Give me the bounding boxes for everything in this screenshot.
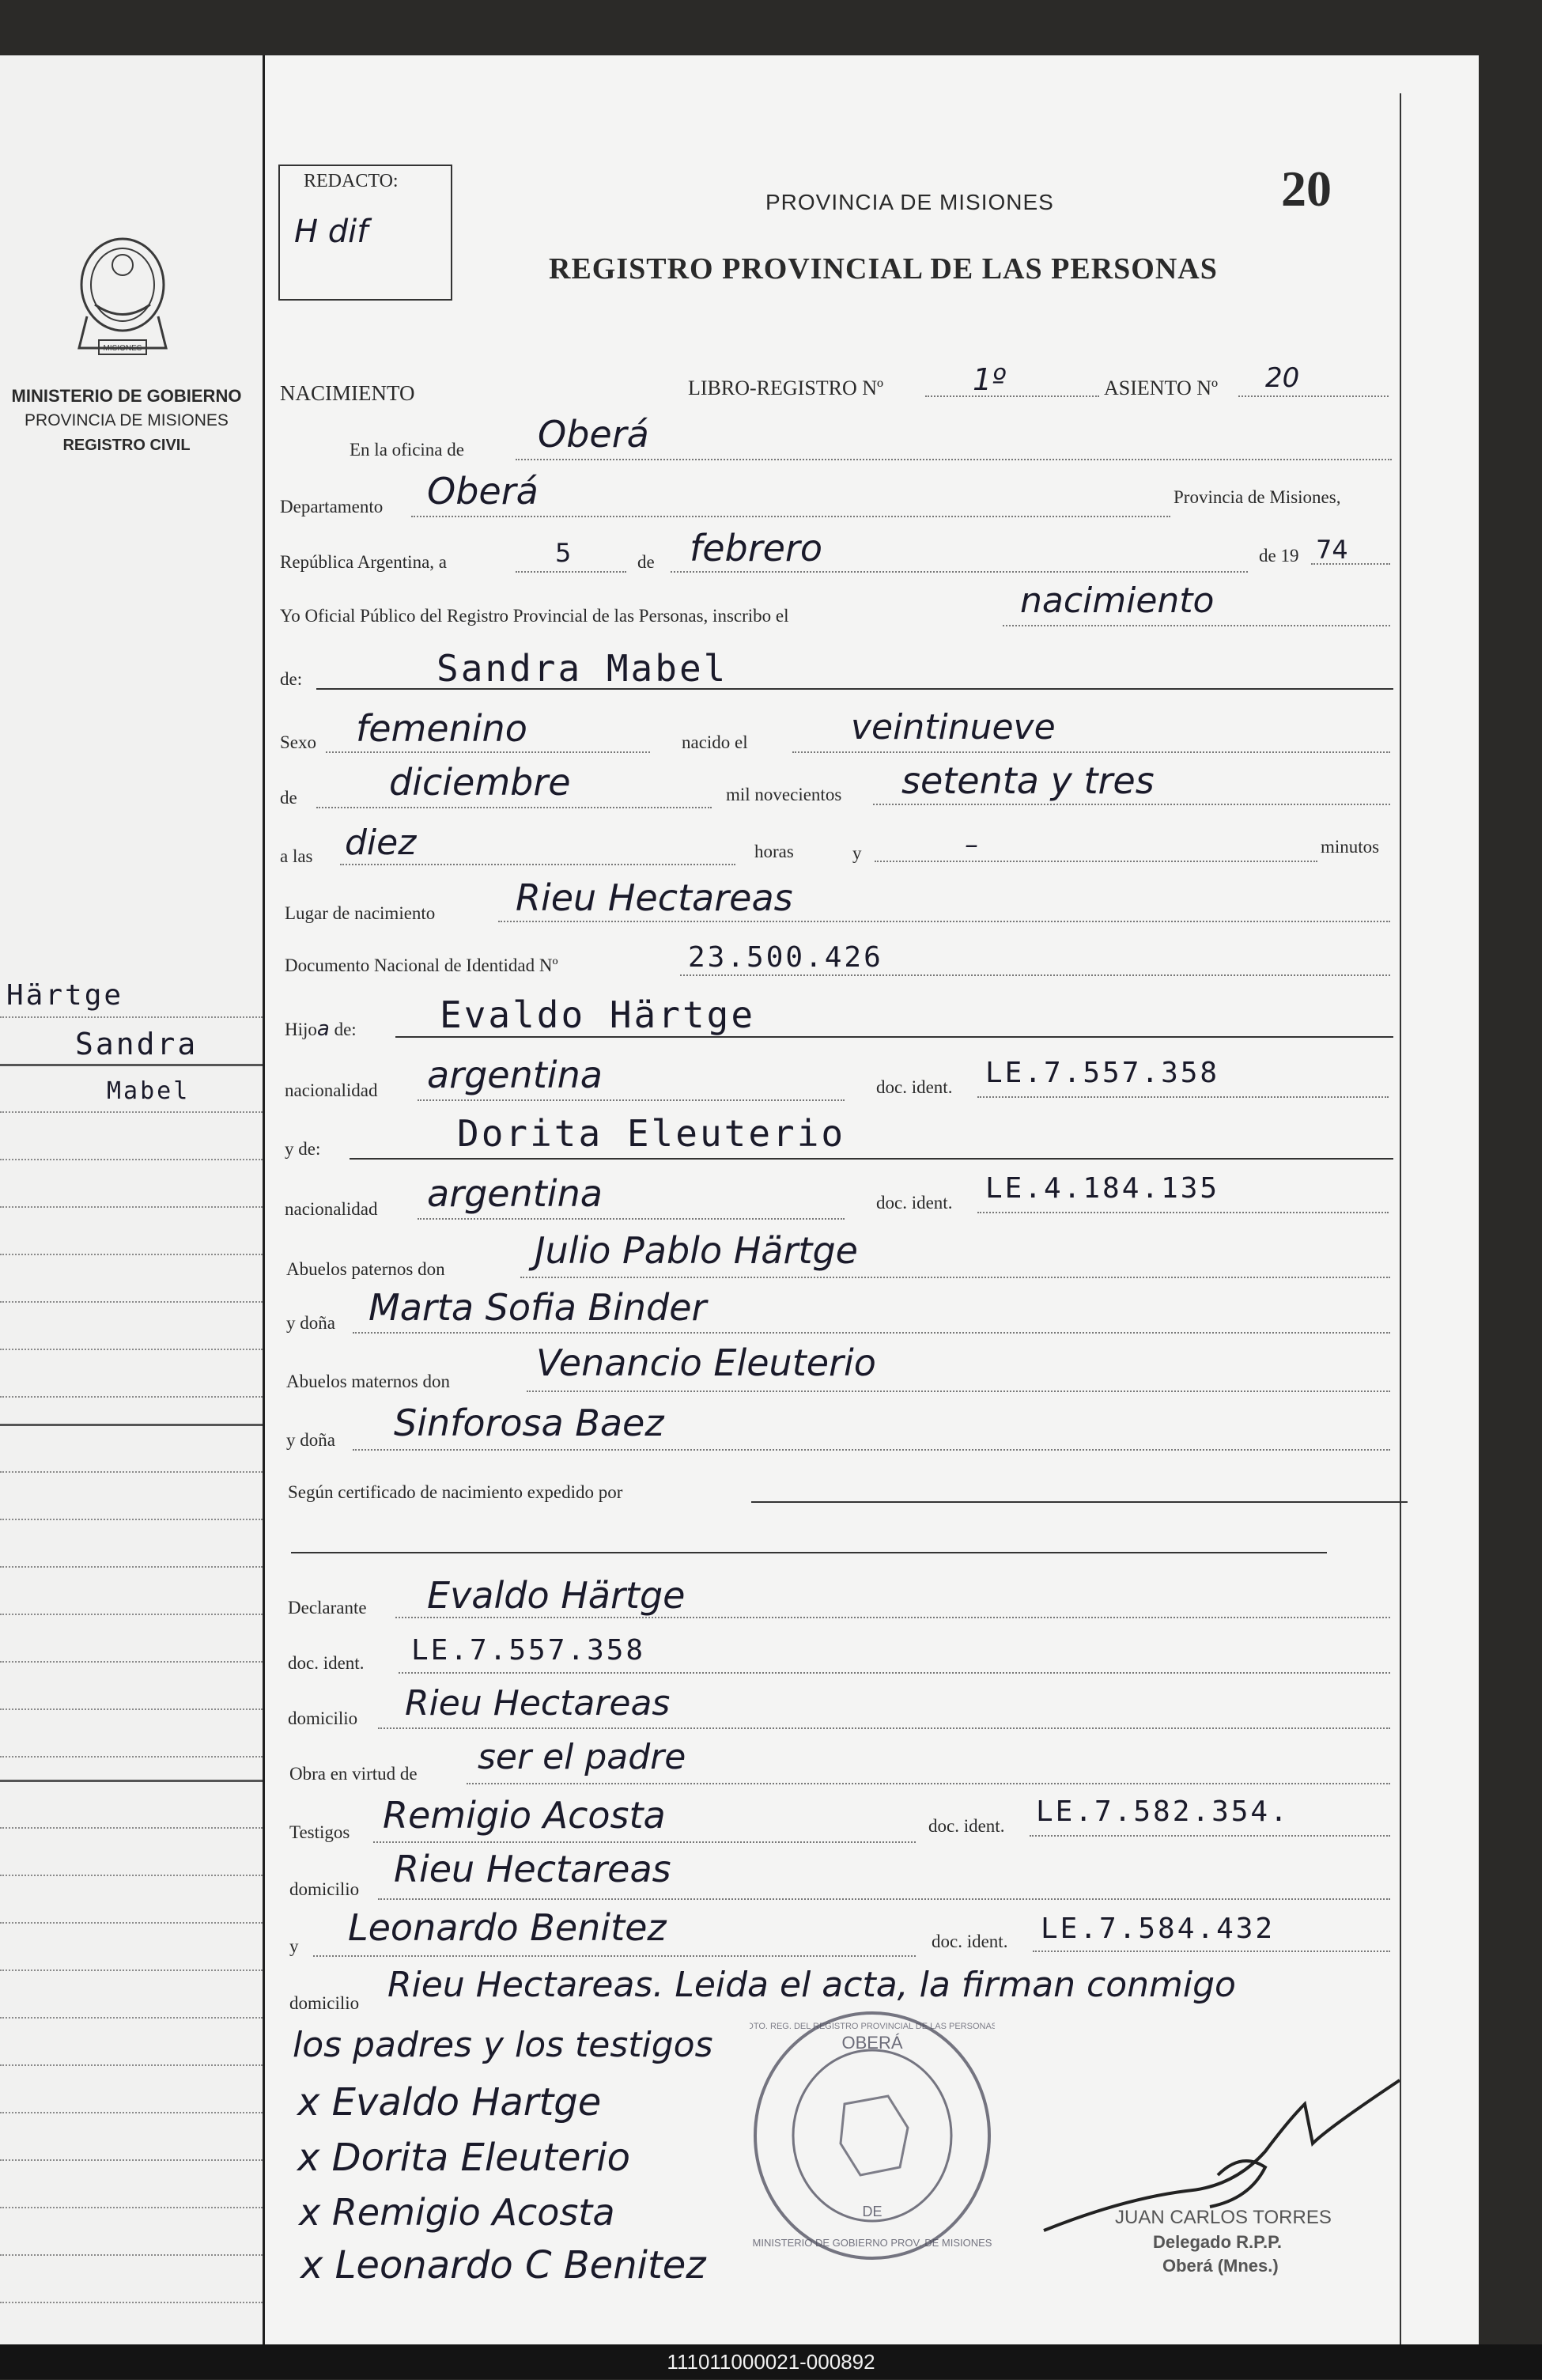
left-ruled-line bbox=[0, 1159, 263, 1160]
republica-label: República Argentina, a bbox=[280, 552, 447, 572]
margin-middle-name: Mabel bbox=[107, 1077, 191, 1105]
madre-nac-label: nacionalidad bbox=[285, 1199, 378, 1219]
left-ruled-line bbox=[0, 1922, 263, 1924]
ab-mat-don-line bbox=[527, 1391, 1390, 1392]
ab-pat-don-line bbox=[520, 1277, 1390, 1278]
left-ruled-line bbox=[0, 1471, 263, 1473]
left-ruled-line bbox=[0, 1349, 263, 1350]
minutos-value: – bbox=[965, 829, 978, 861]
padre-nac-label: nacionalidad bbox=[285, 1080, 378, 1100]
closing-text: los padres y los testigos bbox=[293, 2025, 713, 2065]
declarante-domicilio-label: domicilio bbox=[288, 1708, 358, 1728]
left-ruled-line bbox=[0, 2254, 263, 2256]
hijo-label bbox=[285, 1017, 357, 1041]
month-line bbox=[671, 571, 1248, 573]
libro-line bbox=[925, 395, 1099, 397]
left-ruled-line bbox=[0, 1206, 263, 1208]
hora-line bbox=[340, 864, 735, 865]
minutos-line bbox=[875, 861, 1317, 862]
nacimiento-label: NACIMIENTO bbox=[280, 381, 415, 405]
declarante-doc-label: doc. ident. bbox=[288, 1653, 365, 1673]
madre-doc-value: LE.4.184.135 bbox=[985, 1172, 1220, 1205]
month-de-label: de bbox=[637, 552, 655, 572]
padre-line bbox=[395, 1036, 1393, 1038]
nacido-line bbox=[792, 751, 1390, 753]
testigo2-doc-value: LE.7.584.432 bbox=[1041, 1913, 1276, 1945]
departamento-label: Departamento bbox=[280, 497, 384, 516]
madre-nac-value: argentina bbox=[427, 1172, 603, 1215]
margin-surname: Härtge bbox=[6, 979, 124, 1012]
oficina-label: En la oficina de bbox=[350, 440, 464, 460]
signature-witness2: x Leonardo C Benitez bbox=[300, 2243, 706, 2287]
year-value: 74 bbox=[1316, 535, 1348, 565]
asiento-value: 20 bbox=[1265, 362, 1300, 394]
left-ruled-line bbox=[0, 1566, 263, 1568]
testigo1-value: Remigio Acosta bbox=[383, 1794, 666, 1837]
de-name-label: de: bbox=[280, 669, 303, 689]
declarante-domicilio-value: Rieu Hectareas bbox=[405, 1683, 671, 1724]
left-ruled-line bbox=[0, 1614, 263, 1615]
oficial-text: Yo Oficial Público del Registro Provincial de las Personas, inscribo el bbox=[280, 606, 789, 626]
dni-value: 23.500.426 bbox=[688, 941, 883, 974]
year-label: de 19 bbox=[1259, 546, 1299, 566]
abuelos-paternos-label: Abuelos paternos don bbox=[286, 1259, 445, 1279]
sexo-value: femenino bbox=[356, 707, 527, 750]
redacto-label: REDACTO: bbox=[304, 171, 399, 191]
left-ruled-line bbox=[0, 1875, 263, 1876]
padre-doc-label: doc. ident. bbox=[876, 1077, 953, 1097]
province-header: PROVINCIA DE MISIONES bbox=[765, 190, 1054, 214]
left-ruled-line bbox=[0, 2064, 263, 2066]
padre-nac-value: argentina bbox=[427, 1054, 603, 1096]
registry-stamp bbox=[750, 2009, 995, 2262]
hora-value: diez bbox=[345, 823, 417, 863]
obra-label: Obra en virtud de bbox=[289, 1764, 418, 1784]
declarante-value: Evaldo Härtge bbox=[427, 1574, 686, 1617]
madre-doc-label: doc. ident. bbox=[876, 1193, 953, 1213]
dona-materna-label: y doña bbox=[286, 1430, 335, 1450]
left-ruled-line bbox=[0, 1111, 263, 1113]
svg-text:MISIONES: MISIONES bbox=[103, 344, 142, 353]
day-line bbox=[516, 571, 626, 573]
redacto-value: H dif bbox=[294, 214, 368, 250]
declarante-label: Declarante bbox=[288, 1598, 367, 1618]
official-title: Delegado R.P.P. bbox=[1153, 2232, 1283, 2252]
lugar-value: Rieu Hectareas bbox=[516, 876, 793, 919]
abuela-materna-value: Sinforosa Baez bbox=[394, 1402, 664, 1444]
dona-paterna-label: y doña bbox=[286, 1313, 335, 1333]
padre-doc-value: LE.7.557.358 bbox=[985, 1057, 1220, 1089]
lugar-line bbox=[498, 921, 1390, 922]
padre-nac-line bbox=[418, 1099, 845, 1101]
departamento-line bbox=[411, 516, 1170, 517]
testigo2-line bbox=[313, 1955, 916, 1957]
signature-witness1: x Remigio Acosta bbox=[299, 2191, 615, 2234]
abuelos-maternos-label: Abuelos maternos don bbox=[286, 1372, 450, 1391]
mes-line bbox=[316, 807, 712, 808]
left-ruled-line bbox=[0, 1708, 263, 1710]
oficina-line bbox=[516, 459, 1392, 460]
segun-line-2 bbox=[291, 1552, 1327, 1553]
stamp-center-text: DE bbox=[862, 2204, 882, 2219]
testigos-label: Testigos bbox=[289, 1822, 350, 1842]
nacido-label: nacido el bbox=[682, 732, 748, 752]
obra-line bbox=[467, 1783, 1390, 1784]
left-ruled-line bbox=[0, 1424, 263, 1426]
padre-doc-line bbox=[977, 1096, 1389, 1098]
left-ruled-line bbox=[0, 1780, 263, 1782]
testigo2-doc-line bbox=[1033, 1951, 1390, 1952]
nacido-value: veintinueve bbox=[851, 707, 1056, 747]
madre-nac-line bbox=[418, 1218, 845, 1220]
declarante-doc-line bbox=[399, 1672, 1390, 1674]
signature-mother: x Dorita Eleuterio bbox=[297, 2136, 630, 2180]
mes-value: diciembre bbox=[389, 761, 571, 804]
left-ruled-line bbox=[0, 1519, 263, 1520]
dni-label: Documento Nacional de Identidad Nº bbox=[285, 955, 558, 975]
stamp-outer-text: DTO. REG. DEL REGISTRO PROVINCIAL DE LAS PERSONAS bbox=[750, 2022, 995, 2031]
minutos-label: minutos bbox=[1321, 837, 1380, 857]
hijo-label-text: Hijo bbox=[285, 1020, 317, 1039]
testigo2-y-label: y bbox=[289, 1936, 299, 1956]
ministry-line2: PROVINCIA DE MISIONES bbox=[25, 411, 229, 429]
padre-value: Evaldo Härtge bbox=[440, 993, 756, 1036]
month2-de-label: de bbox=[280, 788, 297, 808]
madre-value: Dorita Eleuterio bbox=[457, 1112, 846, 1155]
departamento-value: Oberá bbox=[427, 470, 539, 513]
left-ruled-line bbox=[0, 2159, 263, 2161]
testigo2-doc-label: doc. ident. bbox=[932, 1932, 1008, 1951]
madre-doc-line bbox=[977, 1212, 1389, 1213]
left-ruled-line bbox=[0, 1661, 263, 1663]
day-value: 5 bbox=[555, 538, 572, 568]
testigo1-doc-label: doc. ident. bbox=[928, 1816, 1005, 1836]
ministry-line3: REGISTRO CIVIL bbox=[62, 437, 191, 454]
testigo1-domicilio-line bbox=[378, 1898, 1390, 1900]
madre-line bbox=[350, 1158, 1393, 1160]
asiento-line bbox=[1238, 395, 1389, 397]
testigo1-doc-line bbox=[1030, 1835, 1390, 1837]
segun-line bbox=[751, 1501, 1408, 1503]
oficial-value: nacimiento bbox=[1020, 581, 1215, 621]
testigo2-domicilio-value: Rieu Hectareas. Leida el acta, la firman conmigo bbox=[387, 1965, 1236, 2005]
horas-label: horas bbox=[754, 842, 794, 861]
page-number: 20 bbox=[1281, 161, 1332, 217]
testigo1-domicilio-value: Rieu Hectareas bbox=[394, 1848, 671, 1890]
stamp-top-text: OBERÁ bbox=[841, 2033, 903, 2053]
provincia-suffix: Provincia de Misiones, bbox=[1174, 487, 1341, 507]
right-margin-rule bbox=[1400, 93, 1401, 2349]
left-ruled-line bbox=[0, 1969, 263, 1971]
asiento-label: ASIENTO Nº bbox=[1104, 376, 1219, 399]
left-ruled-line bbox=[0, 1301, 263, 1303]
left-ruled-line bbox=[0, 1064, 263, 1066]
dni-line bbox=[680, 974, 1390, 976]
alas-label: a las bbox=[280, 846, 313, 866]
ab-mat-dona-line bbox=[353, 1449, 1390, 1451]
yde-label: y de: bbox=[285, 1139, 321, 1159]
left-ruled-line bbox=[0, 1756, 263, 1758]
abuela-paterna-value: Marta Sofia Binder bbox=[368, 1286, 707, 1329]
lugar-label: Lugar de nacimiento bbox=[285, 903, 436, 923]
official-place: Oberá (Mnes.) bbox=[1162, 2256, 1279, 2276]
signature-father: x Evaldo Hartge bbox=[297, 2080, 602, 2125]
registry-title: REGISTRO PROVINCIAL DE LAS PERSONAS bbox=[549, 252, 1218, 286]
abuelo-materno-value: Venancio Eleuterio bbox=[536, 1341, 876, 1384]
oficina-value: Oberá bbox=[538, 413, 649, 456]
testigo2-value: Leonardo Benitez bbox=[348, 1906, 667, 1949]
name-value: Sandra Mabel bbox=[437, 647, 728, 690]
testigo1-line bbox=[373, 1841, 916, 1843]
left-ruled-line bbox=[0, 2302, 263, 2303]
left-ruled-line bbox=[0, 2017, 263, 2019]
ministry-line1: MINISTERIO DE GOBIERNO bbox=[11, 386, 242, 406]
month-value: febrero bbox=[690, 527, 822, 569]
left-ruled-line bbox=[0, 1016, 263, 1018]
oficial-line bbox=[1003, 625, 1390, 626]
document-id: 111011000021-000892 bbox=[0, 2344, 1542, 2379]
segun-label: Según certificado de nacimiento expedido por bbox=[288, 1482, 623, 1502]
left-ruled-line bbox=[0, 2207, 263, 2208]
libro-label: LIBRO-REGISTRO Nº bbox=[688, 376, 884, 399]
testigo2-domicilio-label: domicilio bbox=[289, 1993, 360, 2013]
declarante-line bbox=[395, 1617, 1390, 1618]
testigo1-domicilio-label: domicilio bbox=[289, 1879, 360, 1899]
left-ruled-line bbox=[0, 1827, 263, 1829]
abuelo-paterno-value: Julio Pablo Härtge bbox=[535, 1229, 858, 1272]
testigo1-doc-value: LE.7.582.354. bbox=[1036, 1795, 1290, 1828]
y-label: y bbox=[852, 843, 862, 863]
sexo-label: Sexo bbox=[280, 732, 316, 752]
left-ruled-line bbox=[0, 2112, 263, 2113]
declarante-doc-value: LE.7.557.358 bbox=[411, 1634, 646, 1667]
mil-label: mil novecientos bbox=[726, 785, 842, 804]
declarante-domicilio-line bbox=[378, 1727, 1390, 1729]
anio-line bbox=[873, 804, 1390, 805]
ab-pat-dona-line bbox=[353, 1332, 1390, 1334]
libro-value: 1º bbox=[973, 362, 1007, 397]
margin-first-name: Sandra bbox=[75, 1027, 198, 1061]
left-ruled-line bbox=[0, 1396, 263, 1398]
hijo-suffix: a bbox=[316, 1017, 330, 1041]
obra-value: ser el padre bbox=[478, 1737, 686, 1777]
anio-value: setenta y tres bbox=[901, 759, 1155, 802]
official-name: JUAN CARLOS TORRES bbox=[1115, 2207, 1332, 2228]
coat-of-arms-icon bbox=[63, 229, 182, 368]
sexo-line bbox=[326, 751, 650, 753]
stamp-bottom-text: MINISTERIO DE GOBIERNO PROV. DE MISIONES bbox=[752, 2237, 992, 2249]
hijo-de-label: de: bbox=[334, 1020, 357, 1039]
left-ruled-line bbox=[0, 1254, 263, 1255]
